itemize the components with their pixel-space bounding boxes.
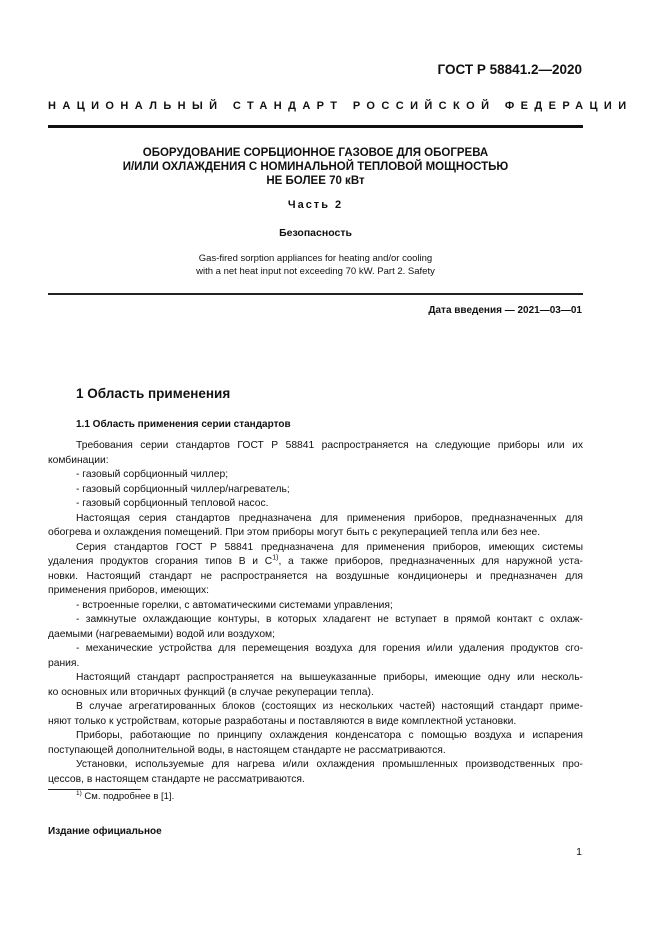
paragraph: В случае агрегатированных блоков (состоящих из нескольких частей) настоящий стандарт приме- няют только к устройствам, которые разработаны и поставляются в виде комплектной установки. — [48, 701, 583, 727]
title-divider — [48, 293, 583, 295]
page-number: 1 — [576, 846, 582, 858]
english-title-line-2: with a net heat input not exceeding 70 kW. Part 2. Safety — [196, 266, 435, 277]
list-item: - газовый сорбционный тепловой насос. — [76, 498, 269, 509]
part-label: Часть 2 — [287, 199, 344, 211]
title-line-2: И/ИЛИ ОХЛАЖДЕНИЯ С НОМИНАЛЬНОЙ ТЕПЛОВОЙ МОЩНОСТЬЮ — [122, 161, 509, 173]
footnote — [76, 791, 174, 802]
paragraph: Приборы, работающие по принципу охлаждения конденсатора с помощью воздуха и испарения поступающей дополнительной воды, в настоящем стандарте не рассматриваются. — [48, 730, 583, 756]
introduction-date: Дата введения — 2021—03—01 — [428, 305, 582, 316]
paragraph: Настоящая серия стандартов предназначена для применения приборов, предназначенных для обогрева и охлаждения помещений. При этом приборы могут быть с рекуперацией тепла или без нее. — [48, 512, 583, 538]
footnote-ref[interactable]: 1) — [272, 554, 279, 562]
footnote-mark: 1) — [76, 789, 82, 797]
footnote-text: См. подробнее в [1]. — [81, 791, 175, 802]
document-code: ГОСТ Р 58841.2—2020 — [437, 62, 582, 77]
document-title — [48, 146, 583, 188]
list-item: - газовый сорбционный чиллер; — [76, 469, 229, 480]
list-item: - замкнутые охлаждающие контуры, в которых хладагент не вступает в прямой контакт с охлаж- даемыми (нагреваемыми) водой или воздухом; — [48, 614, 583, 640]
part-subtitle: Безопасность — [279, 227, 352, 239]
english-title — [48, 252, 583, 278]
national-standard-banner: НАЦИОНАЛЬНЫЙ СТАНДАРТ РОССИЙСКОЙ ФЕДЕРАЦИИ — [48, 100, 633, 112]
english-title-line-1: Gas-fired sorption appliances for heating and/or cooling — [198, 253, 433, 264]
body-text — [48, 439, 583, 787]
header-divider — [48, 125, 583, 128]
paragraph: Серия стандартов ГОСТ Р 58841 предназначена для применения приборов, имеющих системы удаления продуктов сгорания типов В и $С^{1)}$, а также приборов, предназначенных для наружной уста- новки. Настоящий стандарт не распространяется на воздушные кондиционеры и предназначен для применения приборов, имеющих: — [48, 541, 583, 596]
paragraph: Установки, используемые для нагрева и/или охлаждения промышленных производственных про- цессов, в настоящем стандарте не рассматриваются. — [48, 759, 583, 785]
paragraph: Настоящий стандарт распространяется на вышеуказанные приборы, имеющие одну или несколь- ко основных или вторичных функций (в случае рекуперации тепла). — [48, 672, 583, 698]
list-item: - встроенные горелки, с автоматическими системами управления; — [76, 599, 393, 611]
footnote-divider — [48, 789, 141, 790]
section-heading: 1 Область применения — [76, 386, 231, 401]
list-item: - механические устройства для перемещения воздуха для горения и/или удаления продуктов сго- рания. — [48, 643, 583, 669]
title-line-1: ОБОРУДОВАНИЕ СОРБЦИОННОЕ ГАЗОВОЕ ДЛЯ ОБОГРЕВА — [142, 147, 489, 159]
subsection-heading: 1.1 Область применения серии стандартов — [76, 419, 291, 430]
title-line-3: НЕ БОЛЕЕ 70 кВт — [266, 175, 365, 187]
edition-label: Издание официальное — [48, 826, 162, 837]
list-item: - газовый сорбционный чиллер/нагреватель; — [76, 483, 290, 495]
paragraph: Требования серии стандартов ГОСТ Р 58841 распространяется на следующие приборы или их комбинации: — [48, 440, 583, 466]
